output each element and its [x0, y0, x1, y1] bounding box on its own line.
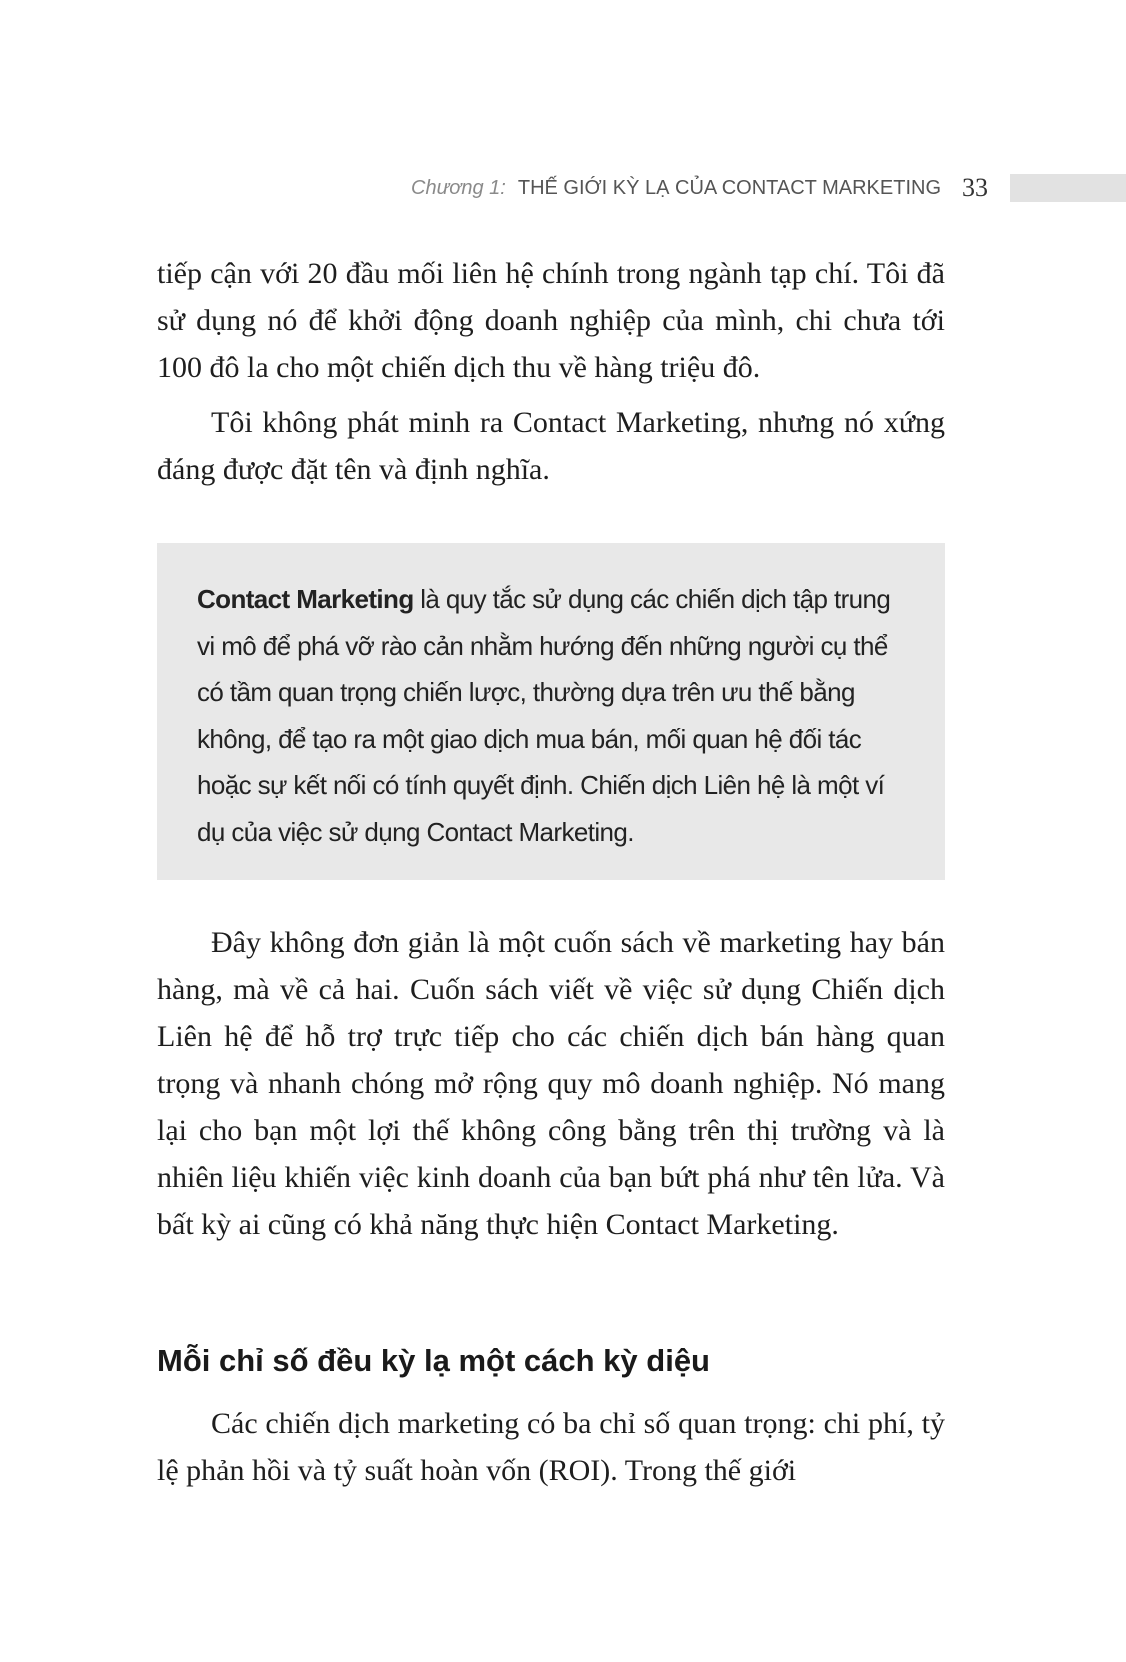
main-paragraph: Đây không đơn giản là một cuốn sách về marketing hay bán hàng, mà về cả hai. Cuốn sách viết về việc sử dụng Chiến dịch Liên hệ để hỗ trợ trực tiếp cho các chiến dịch bán hàng quan trọng và nhanh chóng mở rộng quy mô doanh nghiệp. Nó mang lại cho bạn một lợi thế không công bằng trên thị trường và là nhiên liệu khiến việc kinh doanh của bạn bứt phá như tên lửa. Và bất kỳ ai cũng có khả năng thực hiện Contact Marketing. [157, 926, 945, 1241]
page-number: 33 [962, 173, 988, 202]
chapter-label: Chương 1: [411, 177, 506, 199]
definition-text [197, 576, 905, 855]
section-text [157, 1400, 945, 1494]
chapter-title: THẾ GIỚI KỲ LẠ CỦA CONTACT MARKETING [517, 177, 941, 199]
header-decorative-bar [1010, 174, 1126, 202]
chapter-heading [411, 172, 941, 204]
definition-term: Contact Marketing [197, 584, 414, 614]
intro-text [157, 250, 945, 493]
section-paragraph: Các chiến dịch marketing có ba chỉ số quan trọng: chi phí, tỷ lệ phản hồi và tỷ suất hoàn vốn (ROI). Trong thế giới [157, 1407, 945, 1487]
intro-paragraph: Tôi không phát minh ra Contact Marketing, nhưng nó xứng đáng được đặt tên và định nghĩa. [157, 406, 945, 486]
definition-body: là quy tắc sử dụng các chiến dịch tập trung vi mô để phá vỡ rào cản nhằm hướng đến những người cụ thể có tầm quan trọng chiến lược, thường dựa trên ưu thế bằng không, để tạo ra một giao dịch mua bán, mối quan hệ đối tác hoặc sự kết nối có tính quyết định. Chiến dịch Liên hệ là một ví dụ của việc sử dụng Contact Marketing. [197, 584, 891, 847]
main-text [157, 919, 945, 1248]
definition-box [157, 543, 945, 880]
running-header [0, 172, 1126, 204]
intro-paragraph-continued: tiếp cận với 20 đầu mối liên hệ chính trong ngành tạp chí. Tôi đã sử dụng nó để khởi động doanh nghiệp của mình, chi chưa tới 100 đô la cho một chiến dịch thu về hàng triệu đô. [157, 257, 945, 384]
section-heading: Mỗi chỉ số đều kỳ lạ một cách kỳ diệu [157, 1343, 710, 1378]
